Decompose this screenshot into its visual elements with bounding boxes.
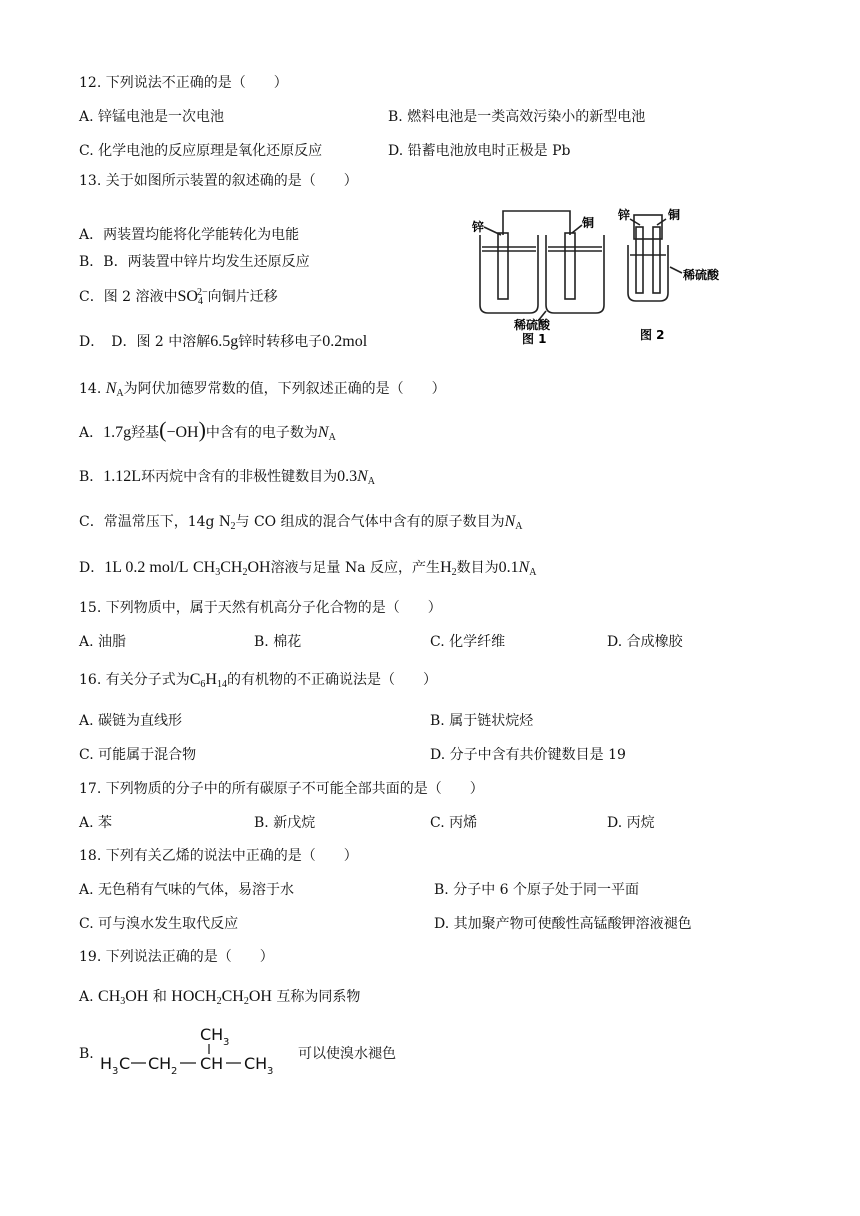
- q19-option-a: A. $CH_3OH$ 和 $HOCH_2CH_2OH$ 互称为同系物: [79, 988, 361, 1007]
- q16-option-a: A. 碳链为直线形: [79, 713, 183, 729]
- q13-d-middle: 锌时转移电子: [238, 334, 323, 350]
- svg-text:H: H: [100, 1054, 113, 1073]
- svg-text:3: 3: [267, 1066, 274, 1076]
- q13-apparatus-figure: [470, 205, 730, 345]
- q12-option-a: A. 锌锰电池是一次电池: [79, 109, 225, 125]
- fig2-caption: 图 2: [640, 328, 665, 342]
- q17-option-b: B. 新戊烷: [254, 815, 316, 831]
- fig1-acid-label: 稀硫酸: [514, 318, 551, 332]
- q16-option-c: C. 可能属于混合物: [79, 747, 197, 763]
- q13-option-d: [79, 333, 367, 351]
- svg-text:3: 3: [223, 1037, 230, 1048]
- fig1-caption: 图 1: [522, 332, 547, 345]
- q13-d-moles: 0.2mol: [322, 333, 368, 350]
- q15-option-d: D. 合成橡胶: [607, 634, 683, 650]
- q13-option-a: A．两装置均能将化学能转化为电能: [79, 227, 300, 243]
- q14-option-d: D．1L 0.2 mol/L $CH_3CH_2OH$溶液与足量 Na 反应，产生$H_2$数目为$0.1N_A$: [79, 559, 537, 578]
- q18-stem: 18. 下列有关乙烯的说法中正确的是（ ）: [79, 848, 358, 864]
- hexane-formula: $C_6H_{14}$: [189, 671, 227, 690]
- q19-stem: 19. 下列说法正确的是（ ）: [79, 949, 274, 965]
- zinc-electrode-2: [636, 227, 643, 293]
- methanol-formula: $CH_3OH$: [98, 988, 149, 1007]
- isopentane-structure: [98, 1024, 288, 1076]
- q18-option-b: B. 分子中 6 个原子处于同一平面: [434, 882, 639, 898]
- fig2-zinc-label: 锌: [618, 208, 631, 222]
- sulfate-ion-formula: $SO_4^{2-}$: [177, 287, 208, 307]
- zinc-electrode-1: [498, 233, 508, 299]
- q12-stem: 12. 下列说法不正确的是（ ）: [79, 75, 288, 91]
- q14-option-b: B．1.12L环丙烷中含有的非极性键数目为$0.3N_A$: [79, 468, 375, 487]
- hydroxyl-formula: (−OH): [159, 417, 206, 442]
- q12-option-c: C. 化学电池的反应原理是氧化还原反应: [79, 143, 323, 159]
- q18-option-a: A. 无色稍有气味的气体，易溶于水: [79, 882, 295, 898]
- copper-electrode-1: [565, 233, 575, 299]
- avogadro-constant: $N_A$: [105, 380, 124, 399]
- q15-option-a: A. 油脂: [79, 634, 127, 650]
- q16-option-d: D. 分子中含有共价键数目是 19: [430, 747, 626, 763]
- fig2-acid-label: 稀硫酸: [683, 268, 720, 282]
- q17-option-d: D. 丙烷: [607, 815, 655, 831]
- beaker-3: [628, 245, 668, 301]
- fig1-zinc-label: 锌: [472, 220, 485, 234]
- svg-text:CH: CH: [148, 1054, 172, 1073]
- svg-text:2: 2: [171, 1066, 178, 1076]
- ethanol-formula: $CH_3CH_2OH$: [192, 559, 271, 578]
- svg-text:CH: CH: [244, 1054, 268, 1073]
- q17-stem: 17. 下列物质的分子中的所有碳原子不可能全部共面的是（ ）: [79, 781, 484, 797]
- q13-stem: 13. 关于如图所示装置的叙述确的是（ ）: [79, 173, 358, 189]
- q13-c-suffix: 向铜片迁移: [207, 289, 278, 305]
- svg-text:3: 3: [112, 1066, 119, 1076]
- q17-option-c: C. 丙烯: [430, 815, 478, 831]
- q18-option-d: D. 其加聚产物可使酸性高锰酸钾溶液褪色: [434, 916, 692, 932]
- q15-stem: 15. 下列物质中，属于天然有机高分子化合物的是（ ）: [79, 600, 442, 616]
- q15-option-b: B. 棉花: [254, 634, 302, 650]
- q12-option-d: D. 铅蓄电池放电时正极是 Pb: [388, 143, 571, 159]
- svg-text:CH: CH: [200, 1054, 224, 1073]
- q13-option-c: [79, 288, 278, 306]
- q14-stem: 14. $N_A$为阿伏加德罗常数的值，下列叙述正确的是（ ）: [79, 380, 446, 399]
- q16-option-b: B. 属于链状烷烃: [430, 713, 534, 729]
- q13-option-b: B．B．两装置中锌片均发生还原反应: [79, 254, 310, 270]
- q14-option-a: A．1.7g羟基(−OH)中含有的电子数为$N_A$: [79, 417, 336, 443]
- connecting-wire: [503, 211, 570, 235]
- ethylene-glycol-formula: $HOCH_2CH_2OH$: [171, 988, 272, 1007]
- q15-option-c: C. 化学纤维: [430, 634, 506, 650]
- q17-option-a: A. 苯: [79, 815, 113, 831]
- q19-option-b-text: 可以使溴水褪色: [298, 1046, 396, 1062]
- q13-d-prefix: D． D．图 2 中溶解: [79, 334, 211, 350]
- q19-option-b-label: B.: [79, 1046, 94, 1062]
- q18-option-c: C. 可与溴水发生取代反应: [79, 916, 239, 932]
- svg-text:C: C: [119, 1054, 131, 1073]
- q14-option-c: C．常温常压下，14g $N_2$与 CO 组成的混合气体中含有的原子数目为$N_A$: [79, 513, 523, 532]
- hydrogen-formula: $H_2$: [440, 559, 457, 578]
- nitrogen-formula: $N_2$: [218, 513, 236, 532]
- svg-text:CH: CH: [200, 1025, 224, 1044]
- fig1-copper-label: 铜: [582, 216, 595, 230]
- q14-stem-text: 为阿伏加德罗常数的值，下列叙述正确的是（ ）: [123, 381, 446, 397]
- q16-stem: 16. 有关分子式为$C_6H_{14}$的有机物的不正确说法是（ ）: [79, 671, 437, 690]
- q13-c-prefix: C．图 2 溶液中: [79, 289, 178, 305]
- q14-a-mass: 1.7g: [103, 424, 132, 441]
- copper-electrode-2: [653, 227, 660, 293]
- fig2-copper-label: 铜: [668, 208, 681, 222]
- q13-d-mass: 6.5g: [210, 333, 239, 350]
- q12-option-b: B. 燃料电池是一类高效污染小的新型电池: [388, 109, 646, 125]
